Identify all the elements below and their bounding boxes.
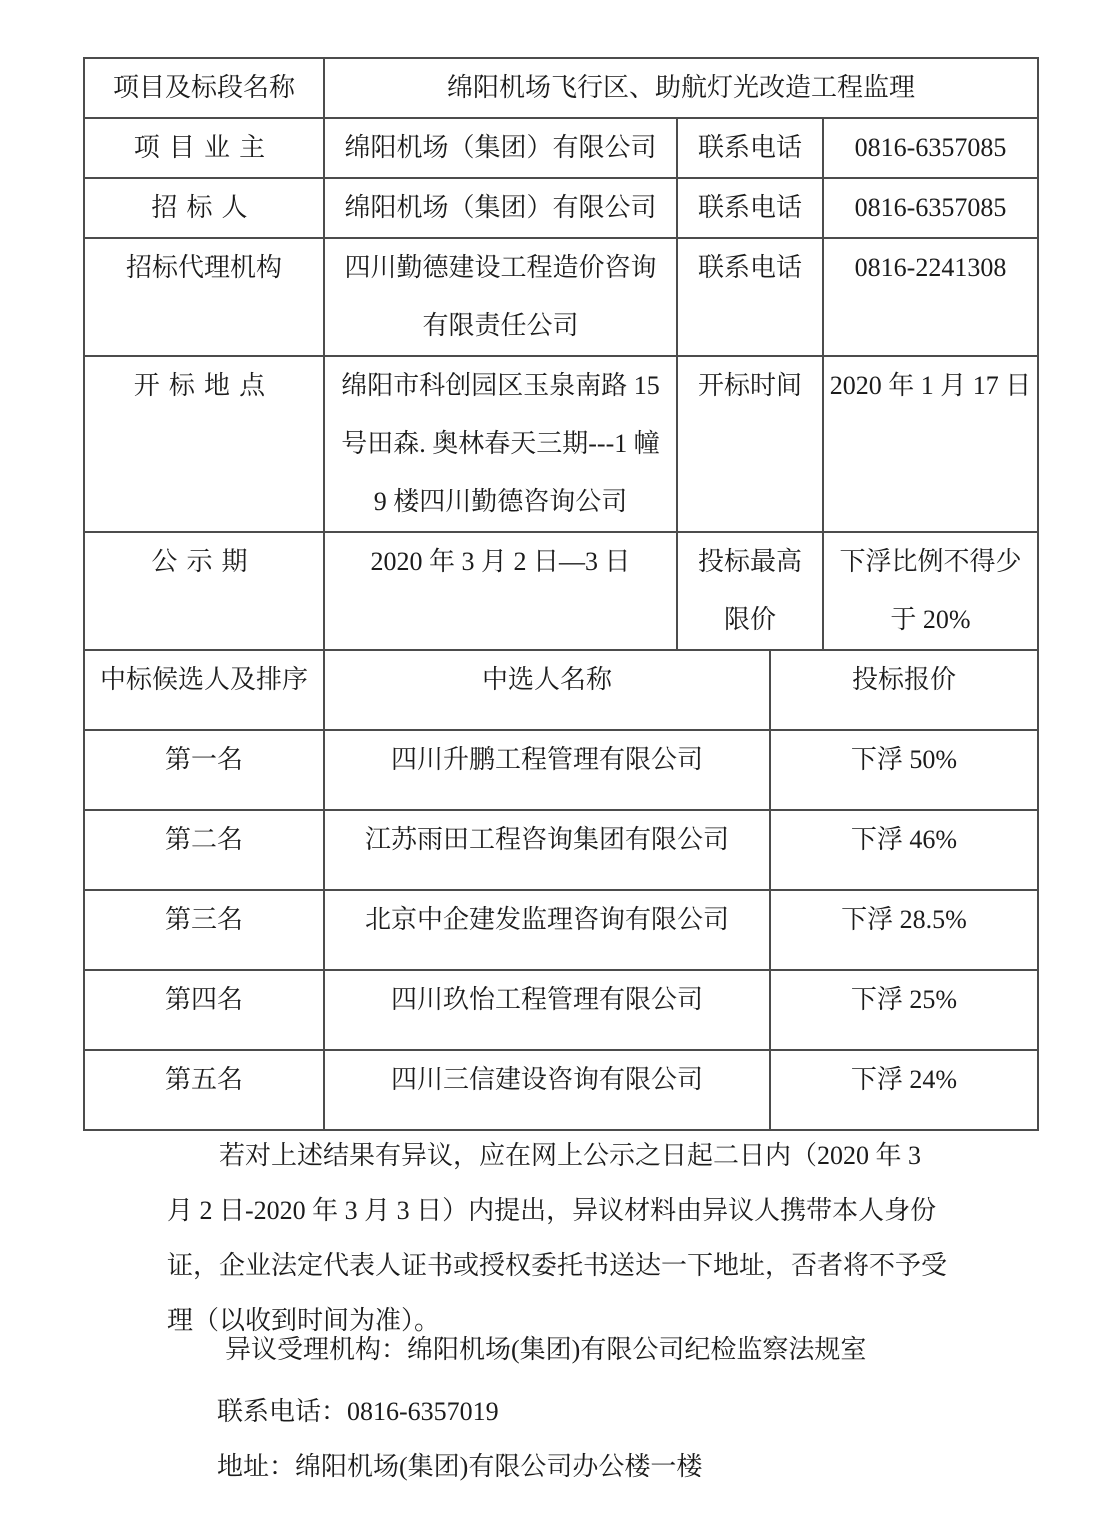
- candidates-price-header: 投标报价: [770, 650, 1038, 730]
- candidate-5-rank: 第五名: [84, 1050, 324, 1130]
- candidates-rank-header: 中标候选人及排序: [84, 650, 324, 730]
- project-name-value: 绵阳机场飞行区、助航灯光改造工程监理: [324, 58, 1038, 118]
- candidate-2-name: 江苏雨田工程咨询集团有限公司: [324, 810, 770, 890]
- candidate-4-rank: 第四名: [84, 970, 324, 1050]
- publicity-value: 2020 年 3 月 2 日—3 日: [324, 532, 677, 650]
- venue-value: [324, 356, 677, 532]
- opening-time-value: 2020 年 1 月 17 日: [823, 356, 1038, 532]
- notice-paragraph-line1: 若对上述结果有异议，应在网上公示之日起二日内（2020 年 3: [219, 1141, 922, 1170]
- opening-time-label: 开标时间: [677, 356, 823, 532]
- objection-phone-line: 联系电话：0816-6357019: [217, 1397, 499, 1426]
- candidate-5-price: 下浮 24%: [770, 1050, 1038, 1130]
- bid-result-table: [83, 57, 1039, 1131]
- agency-phone-label: 联系电话: [677, 238, 823, 356]
- tenderer-row: [84, 178, 1038, 238]
- objection-org-line: 异议受理机构：绵阳机场(集团)有限公司纪检监察法规室: [225, 1335, 867, 1364]
- candidate-1-name: 四川升鹏工程管理有限公司: [324, 730, 770, 810]
- price-limit-label: [677, 532, 823, 650]
- owner-phone-label: 联系电话: [677, 118, 823, 178]
- candidate-2-rank: 第二名: [84, 810, 324, 890]
- candidates-header-row: [84, 650, 1038, 730]
- tenderer-value: 绵阳机场（集团）有限公司: [324, 178, 677, 238]
- owner-label: 项目业主: [84, 118, 324, 178]
- tenderer-phone-label: 联系电话: [677, 178, 823, 238]
- candidates-name-header: 中选人名称: [324, 650, 770, 730]
- candidate-row-5: [84, 1050, 1038, 1130]
- tenderer-label: 招标人: [84, 178, 324, 238]
- agency-row: [84, 238, 1038, 356]
- candidate-3-name: 北京中企建发监理咨询有限公司: [324, 890, 770, 970]
- candidate-1-rank: 第一名: [84, 730, 324, 810]
- candidate-2-price: 下浮 46%: [770, 810, 1038, 890]
- candidate-4-name: 四川玖怡工程管理有限公司: [324, 970, 770, 1050]
- notice-paragraph-line4: 理（以收到时间为准）。: [167, 1306, 441, 1335]
- price-limit-label-line1: 投标最高: [697, 547, 802, 576]
- objection-notice: [167, 1128, 967, 1489]
- publicity-period-row: [84, 532, 1038, 650]
- price-limit-value: [823, 532, 1038, 650]
- project-owner-row: [84, 118, 1038, 178]
- agency-value-line1: 四川勤德建设工程造价咨询: [344, 253, 657, 282]
- venue-value-line1: 绵阳市科创园区玉泉南路 15: [341, 371, 660, 400]
- price-limit-label-line2: 限价: [723, 605, 776, 634]
- venue-value-line3: 9 楼四川勤德咨询公司: [373, 487, 628, 516]
- publicity-label: 公示期: [84, 532, 324, 650]
- candidate-3-price: 下浮 28.5%: [770, 890, 1038, 970]
- venue-label: 开标地点: [84, 356, 324, 532]
- candidate-row-4: [84, 970, 1038, 1050]
- candidate-5-name: 四川三信建设咨询有限公司: [324, 1050, 770, 1130]
- bid-opening-row: [84, 356, 1038, 532]
- notice-paragraph-line2: 月 2 日-2020 年 3 月 3 日）内提出，异议材料由异议人携带本人身份: [167, 1196, 937, 1225]
- tenderer-phone-value: 0816-6357085: [823, 178, 1038, 238]
- owner-value: 绵阳机场（集团）有限公司: [324, 118, 677, 178]
- candidate-1-price: 下浮 50%: [770, 730, 1038, 810]
- price-limit-value-line2: 于 20%: [890, 605, 971, 634]
- agency-phone-value: 0816-2241308: [823, 238, 1038, 356]
- project-name-row: [84, 58, 1038, 118]
- venue-value-line2: 号田森. 奥林春天三期---1 幢: [341, 429, 660, 458]
- owner-phone-value: 0816-6357085: [823, 118, 1038, 178]
- project-name-label: 项目及标段名称: [84, 58, 324, 118]
- candidate-row-2: [84, 810, 1038, 890]
- price-limit-value-line1: 下浮比例不得少: [839, 547, 1022, 576]
- candidate-3-rank: 第三名: [84, 890, 324, 970]
- objection-address-line: 地址：绵阳机场(集团)有限公司办公楼一楼: [217, 1452, 703, 1481]
- agency-value-line2: 有限责任公司: [422, 311, 579, 340]
- candidate-row-1: [84, 730, 1038, 810]
- agency-value: [324, 238, 677, 356]
- agency-label: 招标代理机构: [84, 238, 324, 356]
- candidate-4-price: 下浮 25%: [770, 970, 1038, 1050]
- candidate-row-3: [84, 890, 1038, 970]
- notice-paragraph-line3: 证，企业法定代表人证书或授权委托书送达一下地址，否者将不予受: [167, 1251, 948, 1280]
